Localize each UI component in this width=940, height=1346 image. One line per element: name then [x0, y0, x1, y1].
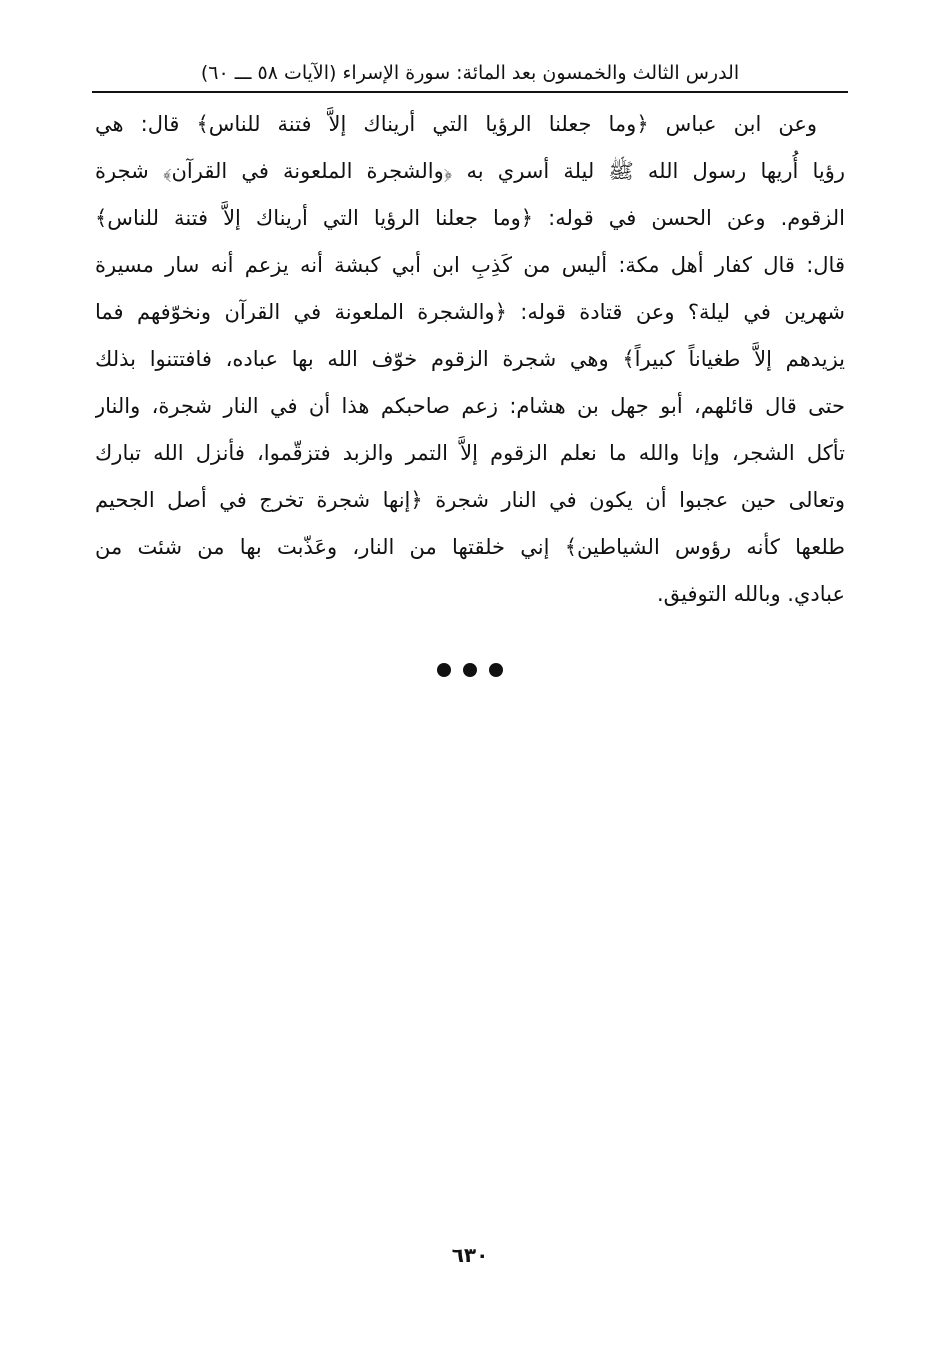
text-line: رؤيا أُريها رسول الله ﷺ ليلة أسري به ﴿والشجرة الملعونة في القرآن﴾ شجرة — [95, 159, 845, 183]
text-line: الزقوم. وعن الحسن في قوله: ﴿وما جعلنا الرؤيا التي أريناك إلاَّ فتنة للناس﴾ — [95, 206, 845, 230]
section-end-ornament — [0, 663, 940, 683]
ornament-dot-icon — [437, 663, 451, 677]
text-line: شهرين في ليلة؟ وعن قتادة قوله: ﴿والشجرة الملعونة في القرآن ونخوّفهم فما — [95, 300, 845, 324]
header-rule — [92, 91, 848, 93]
ornament-dot-icon — [489, 663, 503, 677]
text-line: تأكل الشجر، وإنا والله ما نعلم الزقوم إلاَّ التمر والزبد فتزقّموا، فأنزل الله تبارك — [95, 441, 845, 465]
page-number: ٦٣٠ — [451, 1243, 489, 1267]
running-header: الدرس الثالث والخمسون بعد المائة: سورة الإسراء (الآيات ٥٨ ـــ ٦٠) — [200, 62, 740, 84]
text-line: قال: قال كفار أهل مكة: أليس من كَذِبِ ابن أبي كبشة أنه يزعم أنه سار مسيرة — [95, 253, 845, 277]
text-line: يزيدهم إلاَّ طغياناً كبيراً﴾ وهي شجرة الزقوم خوّف الله بها عباده، فافتتنوا بذلك — [95, 347, 845, 371]
text-line: حتى قال قائلهم، أبو جهل بن هشام: زعم صاحبكم هذا أن في النار شجرة، والنار — [95, 394, 845, 418]
text-line: عبادي. وبالله التوفيق. — [656, 582, 845, 606]
text-line: طلعها كأنه رؤوس الشياطين﴾ إني خلقتها من النار، وعَذّبت بها من شئت من — [95, 535, 845, 559]
text-line: وتعالى حين عجبوا أن يكون في النار شجرة ﴿إنها شجرة تخرج في أصل الجحيم — [95, 488, 845, 512]
ornament-dot-icon — [463, 663, 477, 677]
body-text — [95, 101, 845, 618]
text-line: وعن ابن عباس ﴿وما جعلنا الرؤيا التي أريناك إلاَّ فتنة للناس﴾ قال: هي — [95, 112, 817, 136]
